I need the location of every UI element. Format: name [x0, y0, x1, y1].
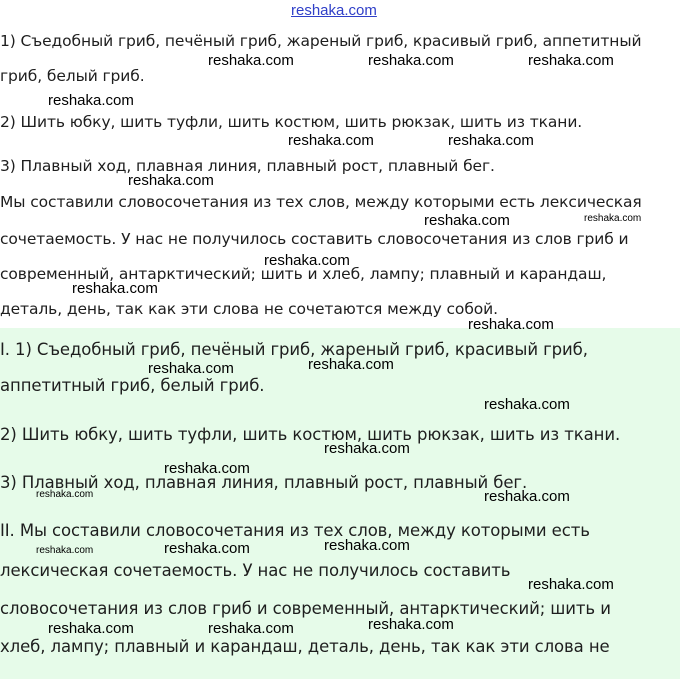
watermark: reshaka.com: [528, 576, 614, 593]
watermark: reshaka.com: [584, 213, 642, 224]
text-line: сочетаемость. У нас не получилось составить словосочетания из слов гриб и: [0, 230, 629, 248]
text-line: хлеб, лампу; плавный и карандаш, деталь, день, так как эти слова не: [0, 637, 610, 656]
text-line: 2) Шить юбку, шить туфли, шить костюм, шить рюкзак, шить из ткани.: [0, 425, 621, 444]
watermark: reshaka.com: [208, 620, 294, 637]
watermark: reshaka.com: [48, 620, 134, 637]
text-line: 1) Съедобный гриб, печёный гриб, жареный гриб, красивый гриб, аппетитный: [0, 32, 642, 50]
watermark: reshaka.com: [72, 280, 158, 297]
text-line: II. Мы составили словосочетания из тех слов, между которыми есть: [0, 521, 590, 540]
watermark: reshaka.com: [48, 92, 134, 109]
text-line: 3) Плавный ход, плавная линия, плавный рост, плавный бег.: [0, 157, 495, 175]
text-line: 2) Шить юбку, шить туфли, шить костюм, шить рюкзак, шить из ткани.: [0, 113, 583, 131]
watermark: reshaka.com: [36, 489, 94, 500]
watermark: reshaka.com: [448, 132, 534, 149]
text-line: словосочетания из слов гриб и современный, антарктический; шить и: [0, 599, 611, 618]
text-line: лексическая сочетаемость. У нас не получилось составить: [0, 561, 511, 580]
text-line: Мы составили словосочетания из тех слов, между которыми есть лексическая: [0, 193, 642, 211]
watermark: reshaka.com: [324, 440, 410, 457]
watermark: reshaka.com: [208, 52, 294, 69]
watermark: reshaka.com: [264, 252, 350, 269]
text-line: современный, антарктический; шить и хлеб, лампу; плавный и карандаш,: [0, 265, 607, 283]
watermark: reshaka.com: [36, 545, 94, 556]
watermark: reshaka.com: [308, 356, 394, 373]
watermark: reshaka.com: [368, 52, 454, 69]
site-link[interactable]: reshaka.com: [291, 2, 377, 19]
watermark: reshaka.com: [128, 172, 214, 189]
watermark: reshaka.com: [324, 537, 410, 554]
text-line: гриб, белый гриб.: [0, 67, 145, 85]
watermark: reshaka.com: [424, 212, 510, 229]
watermark: reshaka.com: [528, 52, 614, 69]
watermark: reshaka.com: [468, 316, 554, 333]
watermark: reshaka.com: [484, 488, 570, 505]
watermark: reshaka.com: [288, 132, 374, 149]
watermark: reshaka.com: [164, 460, 250, 477]
text-line: деталь, день, так как эти слова не сочетаются между собой.: [0, 300, 498, 318]
watermark: reshaka.com: [484, 396, 570, 413]
watermark: reshaka.com: [148, 360, 234, 377]
watermark: reshaka.com: [164, 540, 250, 557]
text-line: I. 1) Съедобный гриб, печёный гриб, жареный гриб, красивый гриб,: [0, 340, 588, 359]
watermark: reshaka.com: [368, 616, 454, 633]
text-line: аппетитный гриб, белый гриб.: [0, 376, 265, 395]
text-line: 3) Плавный ход, плавная линия, плавный рост, плавный бег.: [0, 473, 528, 492]
